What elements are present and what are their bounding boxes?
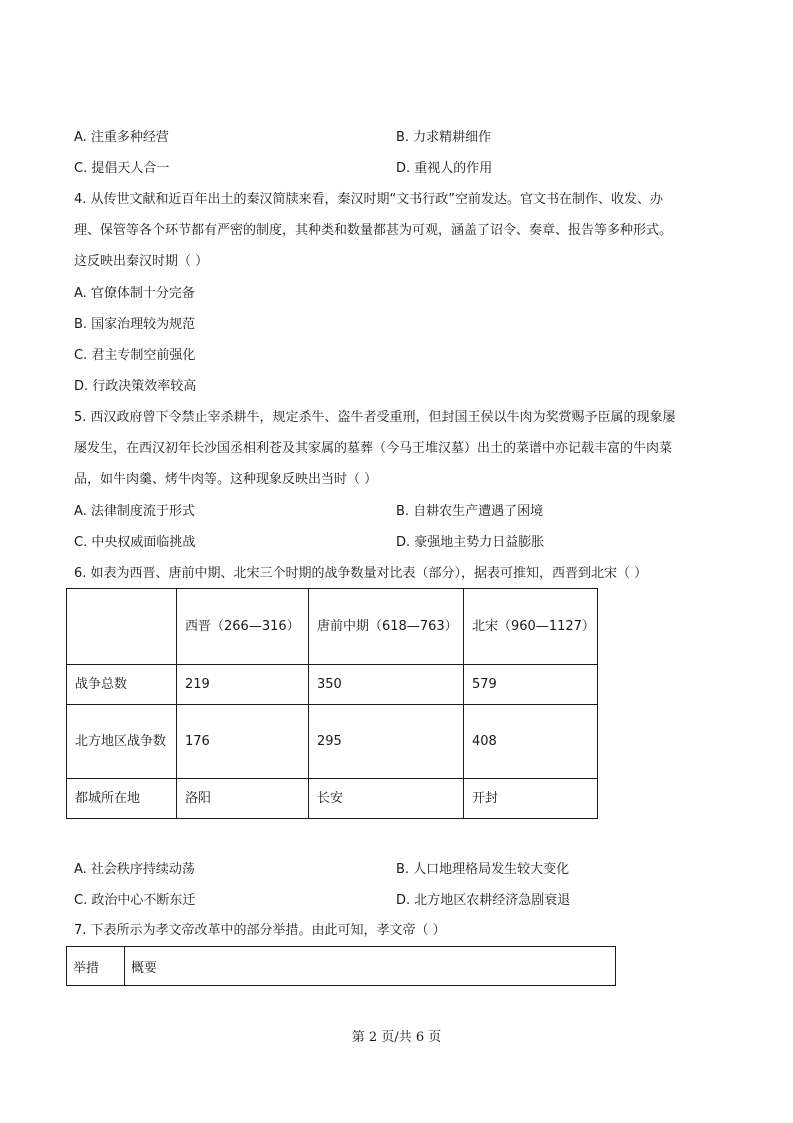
table-header-cell: 唐前中期（618—763） xyxy=(309,589,464,665)
table-cell: 295 xyxy=(309,705,464,779)
table-cell: 176 xyxy=(177,705,309,779)
table-cell: 开封 xyxy=(464,779,598,819)
q3-option-c: C. 提倡天人合一 xyxy=(74,161,170,176)
table-header-cell: 北宋（960—1127） xyxy=(464,589,598,665)
q4-stem-line-2: 理、保管等各个环节都有严密的制度，其种类和数量都甚为可观，涵盖了诏令、奏章、报告等多种形式。 xyxy=(74,223,673,238)
table-header-row xyxy=(67,947,616,986)
q3-option-d: D. 重视人的作用 xyxy=(396,161,493,176)
q6-option-d: D. 北方地区农耕经济急剧衰退 xyxy=(396,893,571,908)
table-header-cell: 西晋（266—316） xyxy=(177,589,309,665)
table-row xyxy=(67,705,598,779)
q6-option-b: B. 人口地理格局发生较大变化 xyxy=(396,862,570,877)
table-cell: 洛阳 xyxy=(177,779,309,819)
q3-option-a: A. 注重多种经营 xyxy=(74,130,169,145)
q7-reform-table xyxy=(66,946,616,986)
q4-option-d: D. 行政决策效率较高 xyxy=(74,379,197,394)
table-cell: 579 xyxy=(464,665,598,705)
q5-option-c: C. 中央权威面临挑战 xyxy=(74,535,196,550)
table-row xyxy=(67,665,598,705)
page-footer: 第 2 页/共 6 页 xyxy=(351,1030,442,1045)
q6-stem: 6. 如表为西晋、唐前中期、北宋三个时期的战争数量对比表（部分），据表可推知，西晋到北宋（ ） xyxy=(74,566,648,581)
q5-option-d: D. 豪强地主势力日益膨胀 xyxy=(396,535,545,550)
table-header-row xyxy=(67,589,598,665)
q5-option-b: B. 自耕农生产遭遇了困境 xyxy=(396,504,544,519)
table-cell: 北方地区战争数 xyxy=(67,705,177,779)
table-cell: 都城所在地 xyxy=(67,779,177,819)
table-row xyxy=(67,779,598,819)
q4-option-b: B. 国家治理较为规范 xyxy=(74,317,196,332)
q3-option-b: B. 力求精耕细作 xyxy=(396,130,492,145)
table-header-cell: 举措 xyxy=(67,947,125,986)
table-cell: 408 xyxy=(464,705,598,779)
table-cell: 219 xyxy=(177,665,309,705)
q7-stem: 7. 下表所示为孝文帝改革中的部分举措。由此可知，孝文帝（ ） xyxy=(74,923,446,938)
table-cell: 战争总数 xyxy=(67,665,177,705)
q6-option-c: C. 政治中心不断东迁 xyxy=(74,893,196,908)
q5-stem-line-2: 屡发生，在西汉初年长沙国丞相利苍及其家属的墓葬（今马王堆汉墓）出土的菜谱中亦记载丰富的牛肉菜 xyxy=(74,441,673,456)
q5-stem-line-3: 品，如牛肉羹、烤牛肉等。这种现象反映出当时（ ） xyxy=(74,472,378,487)
q6-war-table xyxy=(66,588,598,819)
q5-stem-line-1: 5. 西汉政府曾下令禁止宰杀耕牛，规定杀牛、盗牛者受重刑，但封国王侯以牛肉为奖赏赐予臣属的现象屡 xyxy=(74,410,676,425)
q4-stem-line-3: 这反映出秦汉时期（ ） xyxy=(74,254,209,269)
table-cell: 350 xyxy=(309,665,464,705)
table-cell: 长安 xyxy=(309,779,464,819)
q4-option-c: C. 君主专制空前强化 xyxy=(74,348,196,363)
table-header-cell xyxy=(67,589,177,665)
q4-stem-line-1: 4. 从传世文献和近百年出土的秦汉简牍来看，秦汉时期“文书行政”空前发达。官文书在制作、收发、办 xyxy=(74,192,664,207)
table-header-cell: 概要 xyxy=(125,947,616,986)
q6-option-a: A. 社会秩序持续动荡 xyxy=(74,862,195,877)
q4-option-a: A. 官僚体制十分完备 xyxy=(74,286,195,301)
q5-option-a: A. 法律制度流于形式 xyxy=(74,504,195,519)
